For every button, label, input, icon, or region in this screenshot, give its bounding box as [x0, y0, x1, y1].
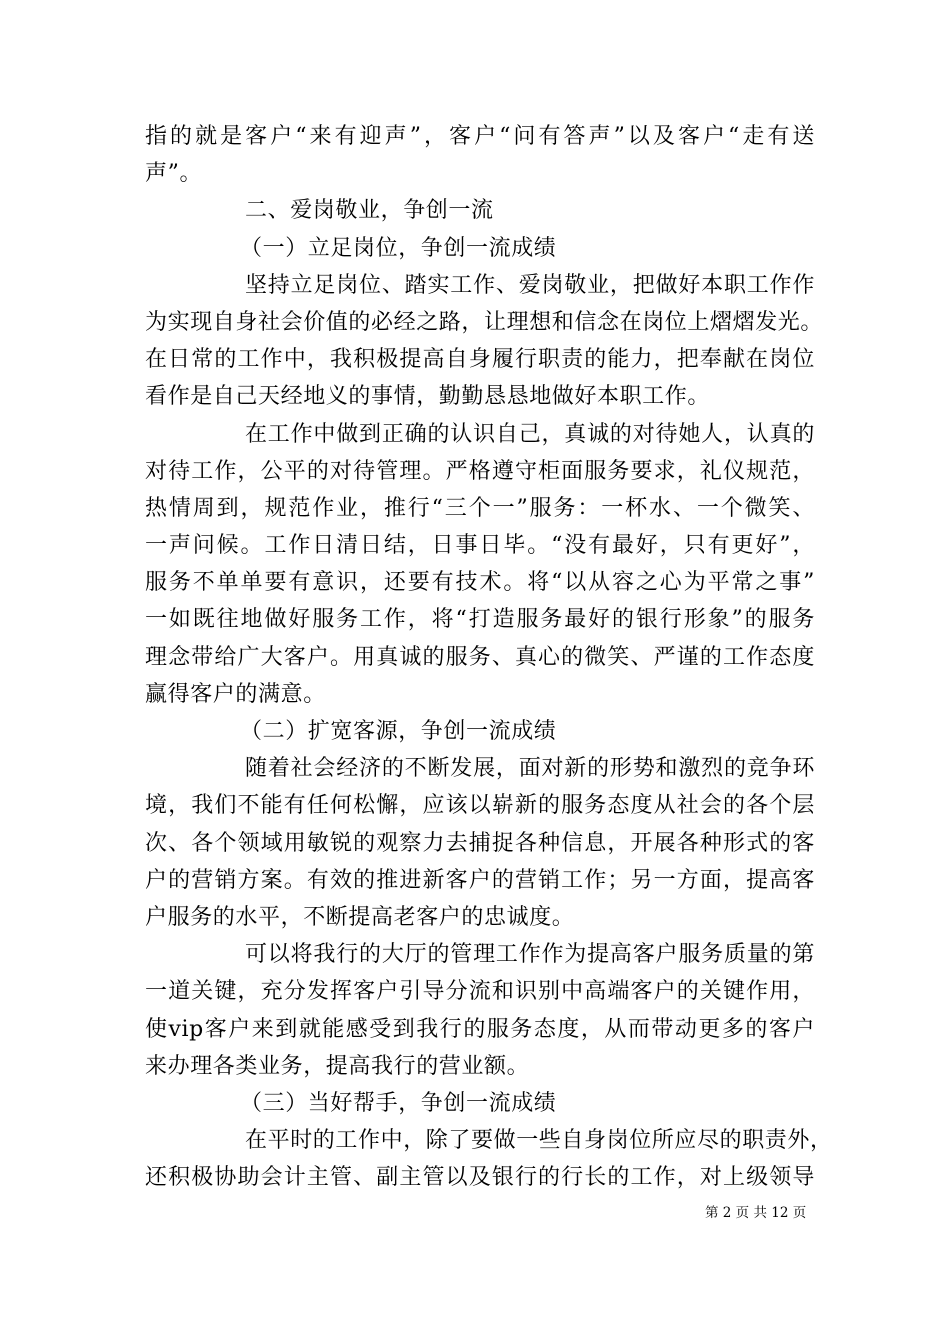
body-text	[145, 118, 833, 1196]
text-line: 户服务的水平，不断提高老客户的忠诚度。	[145, 904, 575, 930]
subsection-heading: （三）当好帮手，争创一流成绩	[240, 1090, 557, 1116]
text-line: 对待工作，公平的对待管理。严格遵守柜面服务要求，礼仪规范，	[145, 458, 815, 484]
text-line: 在日常的工作中，我积极提高自身履行职责的能力，把奉献在岗位	[145, 347, 815, 373]
text-line: 赢得客户的满意。	[145, 681, 326, 707]
text-line: 声”。	[145, 161, 203, 187]
text-line: 还积极协助会计主管、副主管以及银行的行长的工作，对上级领导	[145, 1165, 815, 1191]
text-line: 为实现自身社会价值的必经之路，让理想和信念在岗位上熠熠发光。	[145, 309, 824, 335]
text-line: 来办理各类业务，提高我行的营业额。	[145, 1053, 530, 1079]
text-line: 在平时的工作中，除了要做一些自身岗位所应尽的职责外，	[245, 1128, 833, 1154]
text-line: 随着社会经济的不断发展，面对新的形势和激烈的竞争环	[245, 756, 815, 782]
text-line: 理念带给广大客户。用真诚的服务、真心的微笑、严谨的工作态度	[145, 644, 815, 670]
text-line: 服务不单单要有意识，还要有技术。将“以从容之心为平常之事”	[145, 570, 815, 596]
text-line: 一道关键，充分发挥客户引导分流和识别中高端客户的关键作用，	[145, 979, 815, 1005]
text-line: 坚持立足岗位、踏实工作、爱岗敬业，把做好本职工作作	[245, 272, 815, 298]
subsection-heading: （一）立足岗位，争创一流成绩	[240, 235, 557, 261]
text-line: 一声问候。工作日清日结，日事日毕。“没有最好，只有更好”，	[145, 533, 815, 559]
text-line: 使vip客户来到就能感受到我行的服务态度，从而带动更多的客户	[145, 1016, 815, 1042]
text-line: 户的营销方案。有效的推进新客户的营销工作；另一方面，提高客	[145, 867, 815, 893]
text-line: 境，我们不能有任何松懈，应该以崭新的服务态度从社会的各个层	[145, 793, 815, 819]
subsection-heading: （二）扩宽客源，争创一流成绩	[240, 719, 557, 744]
text-line: 可以将我行的大厅的管理工作作为提高客户服务质量的第	[245, 942, 815, 968]
text-line: 热情周到，规范作业，推行“三个一”服务：一杯水、一个微笑、	[145, 495, 815, 521]
text-line: 在工作中做到正确的认识自己，真诚的对待她人，认真的	[245, 421, 815, 447]
text-line: 次、各个领域用敏锐的观察力去捕捉各种信息，开展各种形式的客	[145, 830, 815, 856]
text-line: 指的就是客户“来有迎声”，客户“问有答声”以及客户“走有送	[145, 124, 815, 149]
text-line: 一如既往地做好服务工作，将“打造服务最好的银行形象”的服务	[145, 607, 815, 633]
page-number: 第 2 页 共 12 页	[705, 1205, 807, 1221]
text-line: 看作是自己天经地义的事情，勤勤恳恳地做好本职工作。	[145, 384, 711, 410]
section-heading: 二、爱岗敬业，争创一流	[245, 198, 494, 224]
